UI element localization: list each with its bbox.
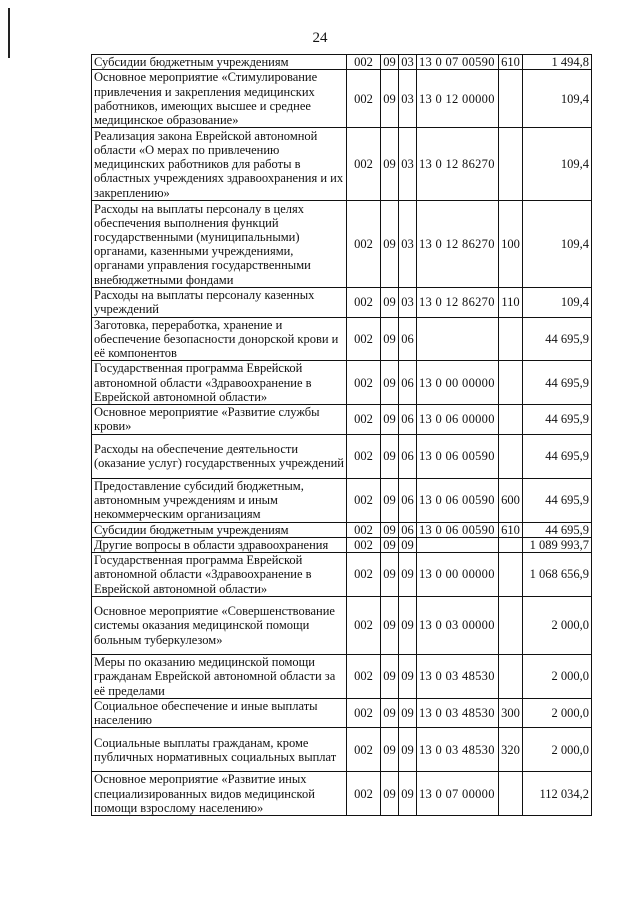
page-number: 24 — [312, 30, 328, 46]
ministry-code: 002 — [347, 553, 381, 597]
ministry-code: 002 — [347, 478, 381, 522]
row-name: Субсидии бюджетным учреждениям — [92, 55, 347, 70]
row-name: Предоставление субсидий бюджетным, автономным учреждениям и иным некоммерческим организациям — [92, 478, 347, 522]
subsection-code: 06 — [399, 361, 417, 405]
expense-type-code — [499, 70, 523, 128]
row-name: Основное мероприятие «Развитие службы крови» — [92, 405, 347, 434]
row-name: Основное мероприятие «Развитие иных специализированных видов медицинской помощи взрослому населению» — [92, 772, 347, 816]
amount: 44 695,9 — [523, 405, 592, 434]
table-row — [92, 288, 592, 317]
subsection-code: 03 — [399, 70, 417, 128]
ministry-code: 002 — [347, 655, 381, 699]
table-row — [92, 537, 592, 552]
target-article-code — [417, 317, 499, 361]
expense-type-code — [499, 434, 523, 478]
section-code: 09 — [381, 772, 399, 816]
amount: 109,4 — [523, 288, 592, 317]
table-row — [92, 128, 592, 201]
expense-type-code: 110 — [499, 288, 523, 317]
section-code: 09 — [381, 728, 399, 772]
amount: 109,4 — [523, 128, 592, 201]
row-name: Основное мероприятие «Совершенствование системы оказания медицинской помощи больным туберкулезом» — [92, 597, 347, 655]
table-row — [92, 361, 592, 405]
expense-type-code: 320 — [499, 728, 523, 772]
section-code: 09 — [381, 537, 399, 552]
table-row — [92, 699, 592, 728]
amount: 1 089 993,7 — [523, 537, 592, 552]
expense-type-code: 600 — [499, 478, 523, 522]
target-article-code: 13 0 03 48530 — [417, 728, 499, 772]
expense-type-code: 610 — [499, 522, 523, 537]
amount: 109,4 — [523, 201, 592, 288]
row-name: Расходы на обеспечение деятельности (оказание услуг) государственных учреждений — [92, 434, 347, 478]
subsection-code: 06 — [399, 478, 417, 522]
target-article-code: 13 0 07 00590 — [417, 55, 499, 70]
ministry-code: 002 — [347, 288, 381, 317]
section-code: 09 — [381, 478, 399, 522]
table-row — [92, 728, 592, 772]
budget-table — [91, 54, 592, 816]
row-name: Социальные выплаты гражданам, кроме публичных нормативных социальных выплат — [92, 728, 347, 772]
table-row — [92, 317, 592, 361]
amount: 112 034,2 — [523, 772, 592, 816]
target-article-code: 13 0 12 86270 — [417, 288, 499, 317]
ministry-code: 002 — [347, 522, 381, 537]
ministry-code: 002 — [347, 55, 381, 70]
row-name: Другие вопросы в области здравоохранения — [92, 537, 347, 552]
amount: 44 695,9 — [523, 317, 592, 361]
expense-type-code — [499, 405, 523, 434]
amount: 2 000,0 — [523, 699, 592, 728]
section-code: 09 — [381, 434, 399, 478]
table-row — [92, 201, 592, 288]
ministry-code: 002 — [347, 317, 381, 361]
expense-type-code: 300 — [499, 699, 523, 728]
target-article-code: 13 0 03 48530 — [417, 699, 499, 728]
table-row — [92, 70, 592, 128]
ministry-code: 002 — [347, 405, 381, 434]
table-row — [92, 405, 592, 434]
target-article-code: 13 0 12 86270 — [417, 128, 499, 201]
amount: 2 000,0 — [523, 655, 592, 699]
subsection-code: 03 — [399, 288, 417, 317]
amount: 44 695,9 — [523, 434, 592, 478]
row-name: Реализация закона Еврейской автономной области «О мерах по привлечению медицинских работников для работы в областных учреждениях здравоохранения и их закреплению» — [92, 128, 347, 201]
target-article-code: 13 0 03 48530 — [417, 655, 499, 699]
expense-type-code — [499, 317, 523, 361]
expense-type-code — [499, 597, 523, 655]
target-article-code: 13 0 06 00590 — [417, 434, 499, 478]
section-code: 09 — [381, 55, 399, 70]
ministry-code: 002 — [347, 597, 381, 655]
amount: 44 695,9 — [523, 522, 592, 537]
subsection-code: 09 — [399, 699, 417, 728]
section-code: 09 — [381, 128, 399, 201]
expense-type-code — [499, 361, 523, 405]
row-name: Социальное обеспечение и иные выплаты населению — [92, 699, 347, 728]
subsection-code: 06 — [399, 522, 417, 537]
section-code: 09 — [381, 655, 399, 699]
section-code: 09 — [381, 522, 399, 537]
subsection-code: 09 — [399, 553, 417, 597]
expense-type-code — [499, 537, 523, 552]
ministry-code: 002 — [347, 361, 381, 405]
amount: 2 000,0 — [523, 597, 592, 655]
subsection-code: 06 — [399, 434, 417, 478]
ministry-code: 002 — [347, 434, 381, 478]
expense-type-code — [499, 655, 523, 699]
row-name: Меры по оказанию медицинской помощи гражданам Еврейской автономной области за её пределами — [92, 655, 347, 699]
table-row — [92, 655, 592, 699]
subsection-code: 06 — [399, 317, 417, 361]
amount: 1 068 656,9 — [523, 553, 592, 597]
expense-type-code — [499, 772, 523, 816]
row-name: Государственная программа Еврейской автономной области «Здравоохранение в Еврейской автономной области» — [92, 553, 347, 597]
row-name: Расходы на выплаты персоналу в целях обеспечения выполнения функций государственными (муниципальными) органами, казенными учреждениями, органами управления государственными внебюджетными фондами — [92, 201, 347, 288]
target-article-code: 13 0 06 00590 — [417, 478, 499, 522]
table-row — [92, 772, 592, 816]
ministry-code: 002 — [347, 128, 381, 201]
subsection-code: 03 — [399, 201, 417, 288]
ministry-code: 002 — [347, 537, 381, 552]
expense-type-code: 100 — [499, 201, 523, 288]
table-row — [92, 434, 592, 478]
ministry-code: 002 — [347, 772, 381, 816]
expense-type-code: 610 — [499, 55, 523, 70]
section-code: 09 — [381, 70, 399, 128]
target-article-code: 13 0 06 00000 — [417, 405, 499, 434]
section-code: 09 — [381, 317, 399, 361]
target-article-code: 13 0 07 00000 — [417, 772, 499, 816]
amount: 44 695,9 — [523, 478, 592, 522]
ministry-code: 002 — [347, 201, 381, 288]
target-article-code — [417, 537, 499, 552]
row-name: Субсидии бюджетным учреждениям — [92, 522, 347, 537]
target-article-code: 13 0 03 00000 — [417, 597, 499, 655]
amount: 2 000,0 — [523, 728, 592, 772]
table-row — [92, 478, 592, 522]
target-article-code: 13 0 00 00000 — [417, 553, 499, 597]
ministry-code: 002 — [347, 699, 381, 728]
section-code: 09 — [381, 597, 399, 655]
expense-type-code — [499, 128, 523, 201]
table-row — [92, 522, 592, 537]
target-article-code: 13 0 06 00590 — [417, 522, 499, 537]
subsection-code: 09 — [399, 772, 417, 816]
target-article-code: 13 0 12 00000 — [417, 70, 499, 128]
section-code: 09 — [381, 553, 399, 597]
row-name: Основное мероприятие «Стимулирование привлечения и закрепления медицинских работников, имеющих высшее и среднее медицинское образование» — [92, 70, 347, 128]
section-code: 09 — [381, 699, 399, 728]
section-code: 09 — [381, 361, 399, 405]
amount: 44 695,9 — [523, 361, 592, 405]
table-row — [92, 55, 592, 70]
subsection-code: 09 — [399, 728, 417, 772]
section-code: 09 — [381, 405, 399, 434]
expense-type-code — [499, 553, 523, 597]
amount: 1 494,8 — [523, 55, 592, 70]
section-code: 09 — [381, 288, 399, 317]
ministry-code: 002 — [347, 70, 381, 128]
section-code: 09 — [381, 201, 399, 288]
row-name: Государственная программа Еврейской автономной области «Здравоохранение в Еврейской автономной области» — [92, 361, 347, 405]
target-article-code: 13 0 12 86270 — [417, 201, 499, 288]
table-row — [92, 553, 592, 597]
subsection-code: 03 — [399, 55, 417, 70]
subsection-code: 06 — [399, 405, 417, 434]
row-name: Заготовка, переработка, хранение и обеспечение безопасности донорской крови и её компонентов — [92, 317, 347, 361]
subsection-code: 09 — [399, 537, 417, 552]
subsection-code: 09 — [399, 655, 417, 699]
target-article-code: 13 0 00 00000 — [417, 361, 499, 405]
amount: 109,4 — [523, 70, 592, 128]
subsection-code: 09 — [399, 597, 417, 655]
ministry-code: 002 — [347, 728, 381, 772]
table-row — [92, 597, 592, 655]
row-name: Расходы на выплаты персоналу казенных учреждений — [92, 288, 347, 317]
subsection-code: 03 — [399, 128, 417, 201]
